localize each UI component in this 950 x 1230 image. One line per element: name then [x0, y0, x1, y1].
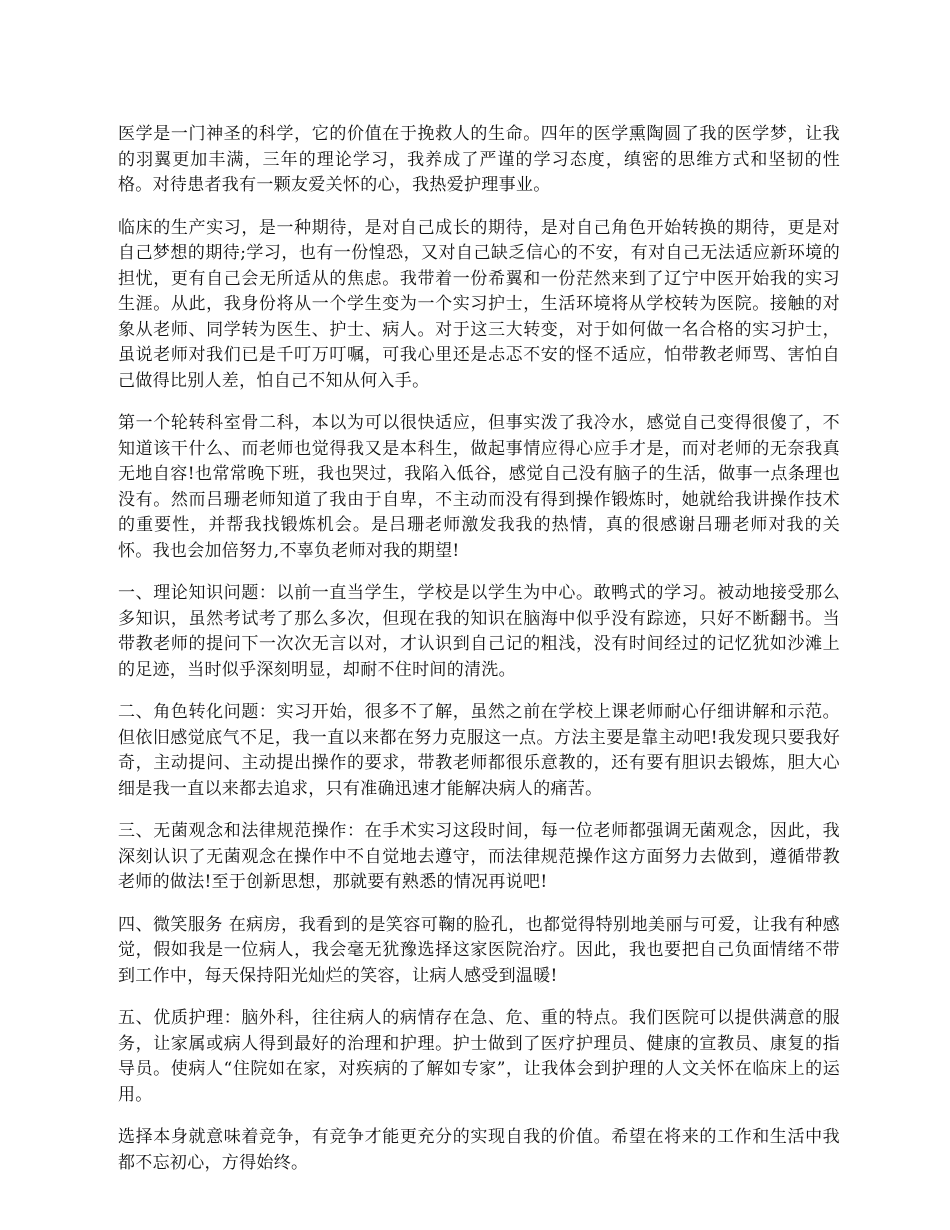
paragraph-quality-nursing: 五、优质护理：脑外科，往往病人的病情存在急、危、重的特点。我们医院可以提供满意的服务，让家属或病人得到最好的治理和护理。护士做到了医疗护理员、健康的宣教员、康复的指导员。使病人“住院如在家，对疾病的了解如专家”，让我体会到护理的人文关怀在临床上的运用。	[118, 1008, 840, 1105]
paragraph-intro: 医学是一门神圣的科学，它的价值在于挽救人的生命。四年的医学熏陶圆了我的医学梦，让我的羽翼更加丰满，三年的理论学习，我养成了严谨的学习态度，缜密的思维方式和坚韧的性格。对待患者我有一颗友爱关怀的心，我热爱护理事业。	[118, 124, 840, 195]
paragraph-role-transition: 二、角色转化问题：实习开始，很多不了解，虽然之前在学校上课老师耐心仔细讲解和示范。但依旧感觉底气不足，我一直以来都在努力克服这一点。方法主要是靠主动吧!我发现只要我好奇，主动提问、主动提出操作的要求，带教老师都很乐意教的，还有要有胆识去锻炼，胆大心细是我一直以来都去追求，只有准确迅速才能解决病人的痛苦。	[118, 702, 840, 799]
paragraph-conclusion: 选择本身就意味着竞争，有竞争才能更充分的实现自我的价值。希望在将来的工作和生活中我都不忘初心，方得始终。	[118, 1127, 840, 1173]
paragraph-smile-service: 四、微笑服务 在病房，我看到的是笑容可鞠的脸孔，也都觉得特别地美丽与可爱，让我有种感觉，假如我是一位病人，我会毫无犹豫选择这家医院治疗。因此，我也要把自己负面情绪不带到工作中，每天保持阳光灿烂的笑容，让病人感受到温暖!	[118, 914, 840, 986]
paragraph-theory-knowledge: 一、理论知识问题：以前一直当学生，学校是以学生为中心。敢鸭式的学习。被动地接受那么多知识，虽然考试考了那么多次，但现在我的知识在脑海中似乎没有踪迹，只好不断翻书。当带教老师的提问下一次次无言以对，才认识到自己记的粗浅，没有时间经过的记忆犹如沙滩上的足迹，当时似乎深刻明显，却耐不住时间的清洗。	[118, 583, 840, 680]
paragraph-aseptic-practice: 三、无菌观念和法律规范操作：在手术实习这段时间，每一位老师都强调无菌观念，因此，我深刻认识了无菌观念在操作中不自觉地去遵守，而法律规范操作这方面努力去做到，遵循带教老师的做法!至于创新思想，那就要有熟悉的情况再说吧!	[118, 821, 840, 892]
paragraph-first-rotation: 第一个轮转科室骨二科，本以为可以很快适应，但事实泼了我冷水，感觉自己变得很傻了，不知道该干什么、而老师也觉得我又是本科生，做起事情应得心应手才是，而对老师的无奈我真无地自容!也常常晚下班，我也哭过，我陷入低谷，感觉自己没有脑子的生活，做事一点条理也没有。然而吕珊老师知道了我由于自卑，不主动而没有得到操作锻炼时，她就给我讲操作技术的重要性，并帮我找锻炼机会。是吕珊老师激发我我的热情，真的很感谢吕珊老师对我的关怀。我也会加倍努力,不辜负老师对我的期望!	[118, 413, 840, 561]
paragraph-internship-expectation: 临床的生产实习，是一种期待，是对自己成长的期待，是对自己角色开始转换的期待，更是对自己梦想的期待;学习，也有一份惶恐，又对自己缺乏信心的不安，有对自己无法适应新环境的担忧，更有自己会无所适从的焦虑。我带着一份希翼和一份茫然来到了辽宁中医开始我的实习生涯。从此，我身份将从一个学生变为一个实习护士，生活环境将从学校转为医院。接触的对象从老师、同学转为医生、护士、病人。对于这三大转变，对于如何做一名合格的实习护士，虽说老师对我们已是千叮万叮嘱，可我心里还是忐忑不安的怪不适应，怕带教老师骂、害怕自己做得比别人差，怕自己不知从何入手。	[118, 217, 840, 391]
document-body	[118, 122, 840, 1193]
